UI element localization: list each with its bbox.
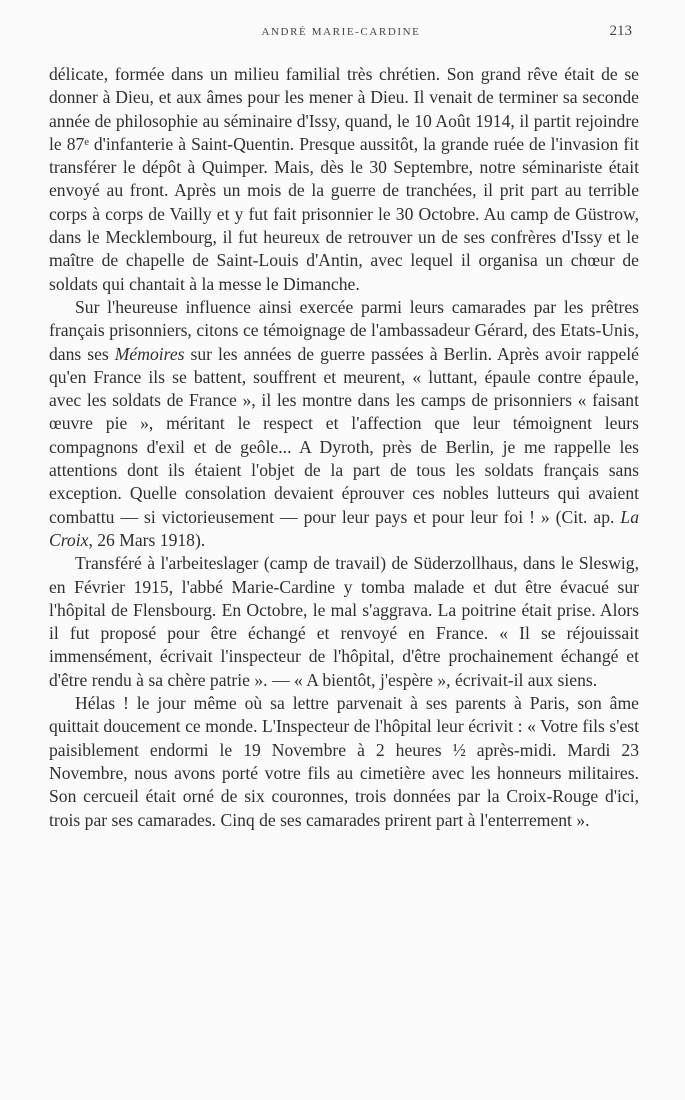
- paragraph-1: délicate, formée dans un milieu familial très chrétien. Son grand rêve était de se donner à Dieu, et aux âmes pour les mener à Dieu. Il venait de terminer sa seconde année de philosophie au séminaire d'Issy, quand, le 10 Août 1914, il partit rejoindre le 87ᵉ d'infanterie à Saint-Quentin. Presque aussitôt, la grande ruée de l'invasion fit transférer le dépôt à Quimper. Mais, dès le 30 Septembre, notre séminariste était envoyé au front. Après un mois de la guerre de tranchées, il prit part au terrible corps à corps de Vailly et y fut fait prisonnier le 30 Octobre. Au camp de Güstrow, dans le Mecklembourg, il fut heureux de retrouver un de ses confrères d'Issy et le maître de chapelle de Saint-Louis d'Antin, avec lequel il organisa un chœur de soldats qui chantait à la messe le Dimanche.: [49, 64, 639, 294]
- running-head: [50, 22, 632, 42]
- running-title: ANDRÉ MARIE-CARDINE: [261, 26, 421, 38]
- paragraph-2-text-b: sur les années de guerre passées à Berlin. Après avoir rappelé qu'en France ils se battent, souffrent et meurent, « luttant, épaule contre épaule, avec les soldats de France », il les montre dans les camps de prisonniers « faisant œuvre pie », méritant le respect et l'affection que leur témoignent leurs compagnons d'exil et de geôle... A Dyroth, près de Berlin, je me rappelle les attentions dont ils étaient l'objet de la part de tous les soldats français sans exception. Quelle consolation devaient éprouver ces nobles lutteurs qui avaient combattu — si victorieusement — pour leur pays et pour leur foi ! » (Cit. ap.: [49, 343, 639, 527]
- newspaper-title-la-croix: La Croix: [49, 506, 639, 550]
- paragraph-2-text-a: Sur l'heureuse influence ainsi exercée parmi leurs camarades par les prêtres français prisonniers, citons ce témoignage de l'ambassadeur Gérard, des Etats-Unis, dans ses: [49, 296, 639, 364]
- paragraph-2: [49, 296, 639, 552]
- paragraph-3: Transféré à l'arbeiteslager (camp de travail) de Süderzollhaus, dans le Sleswig, en Février 1915, l'abbé Marie-Cardine y tomba malade et dut être évacué sur l'hôpital de Flensbourg. En Octobre, le mal s'aggrava. La poitrine était prise. Alors il fut proposé pour être échangé et renvoyé en France. « Il se réjouissait immensément, écrivait l'inspecteur de l'hôpital, d'être prochainement échangé et d'être rendu à sa chère patrie ». — « A bientôt, j'espère », écrivait-il aux siens.: [49, 553, 639, 690]
- book-title-memoires: Mémoires: [114, 343, 185, 364]
- page-number: 213: [609, 23, 632, 39]
- paragraph-4: Hélas ! le jour même où sa lettre parvenait à ses parents à Paris, son âme quittait doucement ce monde. L'Inspecteur de l'hôpital leur écrivit : « Votre fils s'est paisiblement endormi le 19 Novembre à 2 heures ½ après-midi. Mardi 23 Novembre, nous avons porté votre fils au cimetière avec les honneurs militaires. Son cercueil était orné de six couronnes, trois données par la Croix-Rouge d'ici, trois par ses camarades. Cinq de ses camarades prirent part à l'enterrement ».: [49, 693, 639, 830]
- paragraph-2-text-c: , 26 Mars 1918).: [88, 529, 206, 550]
- body-text: [49, 63, 639, 832]
